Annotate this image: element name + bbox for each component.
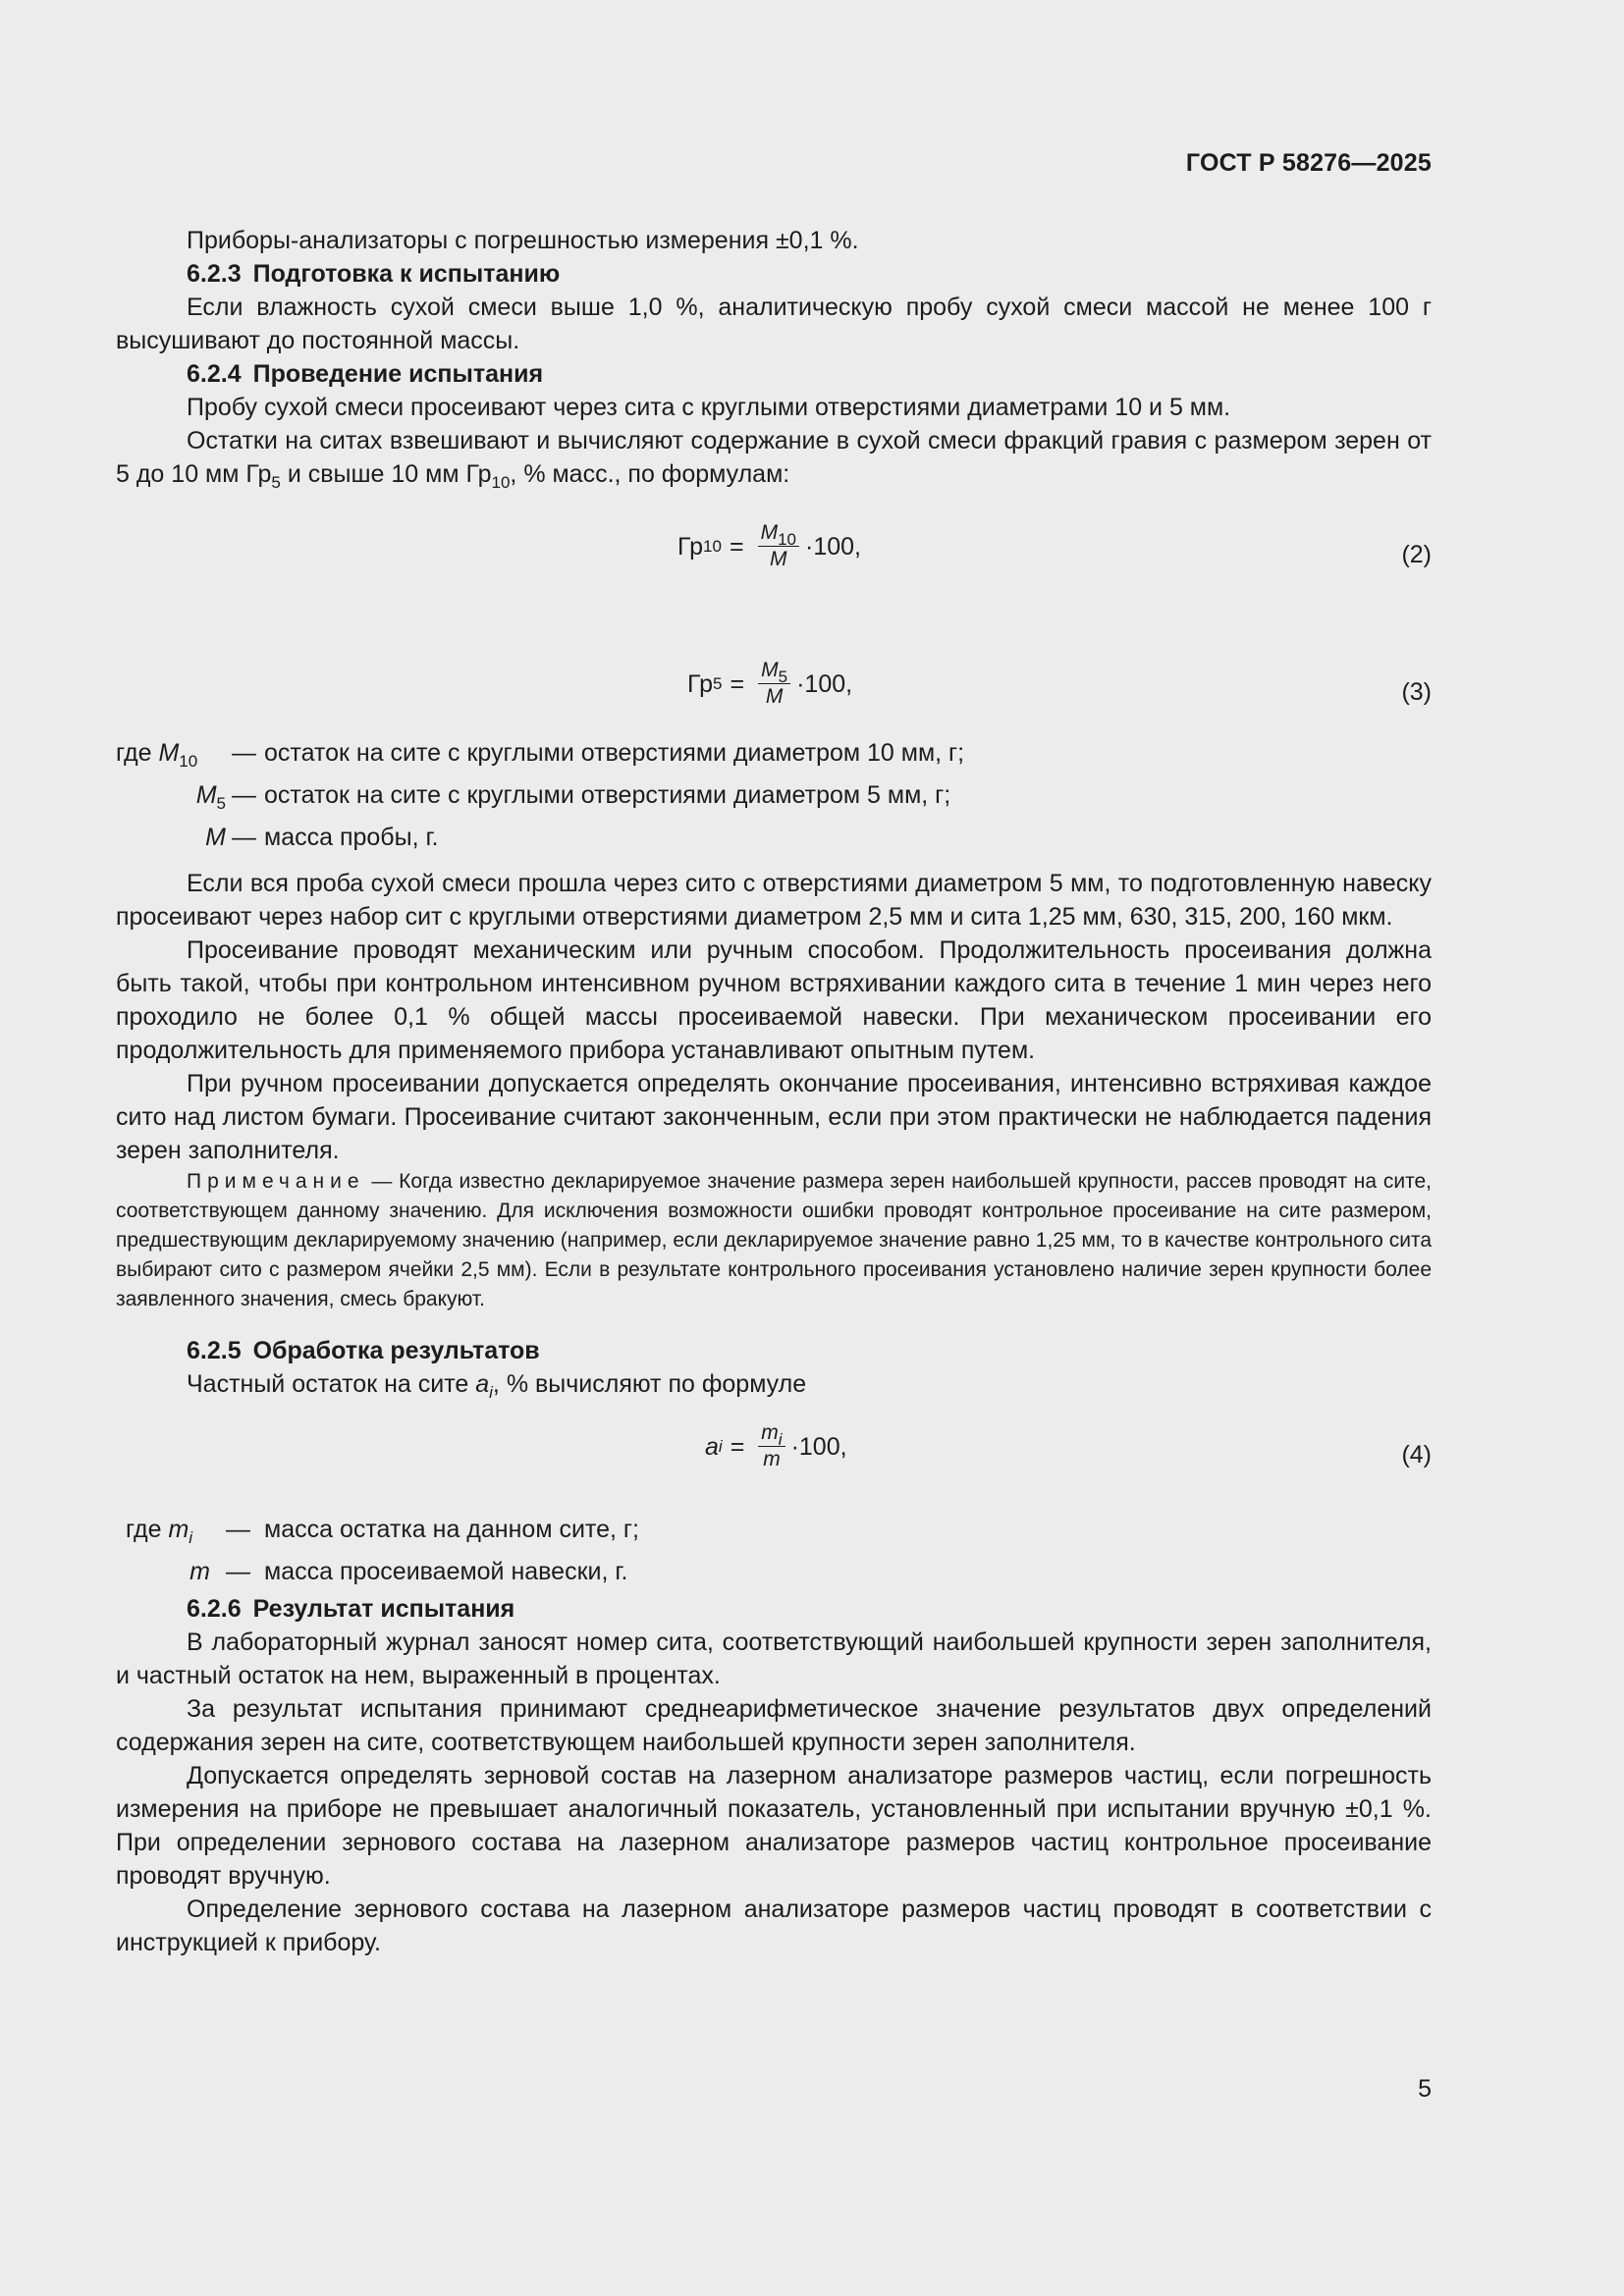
section-number: 6.2.4 [187, 360, 242, 388]
where-item [116, 736, 1432, 778]
where-item [116, 821, 1432, 863]
fraction [758, 520, 799, 572]
where-symbol [116, 736, 210, 770]
where-prefix: где [126, 1516, 169, 1543]
where-symbol [116, 778, 226, 812]
text-run: , % вычисляют по формуле [492, 1370, 807, 1398]
equation-number: (4) [1401, 1441, 1432, 1468]
em-dash: — [226, 1516, 250, 1543]
section-title: Обработка результатов [252, 1337, 540, 1364]
page-number: 5 [1418, 2075, 1432, 2103]
paragraph: Приборы-анализаторы с погрешностью измерения ±0,1 %. [187, 227, 859, 254]
document-body [116, 224, 1432, 1959]
document-header: ГОСТ Р 58276—2025 [1185, 149, 1432, 177]
formula-expression: Гр 5 = $\frac{M_5}{M}$ ·100, [687, 659, 853, 708]
section-number: 6.2.5 [187, 1337, 242, 1364]
subscript: 5 [216, 794, 226, 813]
fraction-denominator: M [765, 685, 784, 708]
text-run: , % масс., по формулам: [510, 460, 790, 488]
fraction-denominator: M [770, 548, 787, 570]
paragraph: Просеивание проводят механическим или ручным способом. Продолжительность просеивания должна быть такой, чтобы при контрольном интенсивном ручном встряхивании каждого сита в течение 1 мин через него проходило не более 0,1 % общей массы просеиваемой навески. При механическом просеивании его продолжительность для применяемого прибора устанавливают опытным путем. [116, 936, 1432, 1064]
formula-2 [116, 520, 1432, 589]
symbol: M [195, 781, 217, 809]
section-title: Подготовка к испытанию [252, 260, 561, 288]
paragraph: За результат испытания принимают среднеарифметическое значение результатов двух определений содержания зерен на сите, соответствующем наибольшей крупности зерен заполнителя. [116, 1695, 1432, 1756]
subscript: 5 [271, 473, 281, 492]
where-symbol [116, 821, 226, 854]
paragraph: Если влажность сухой смеси выше 1,0 %, аналитическую пробу сухой смеси массой не менее 100 г высушивают до постоянной массы. [116, 294, 1432, 354]
em-dash: — [232, 781, 256, 809]
where-symbol [126, 1513, 210, 1546]
subscript: i [189, 1528, 193, 1547]
formula-3 [116, 658, 1432, 726]
paragraph [116, 424, 1432, 491]
where-item [116, 1513, 1432, 1555]
equals-sign: = [729, 532, 744, 561]
section-heading-6-2-6 [116, 1592, 1432, 1626]
paragraph: Допускается определять зерновой состав на лазерном анализаторе размеров частиц, если погрешность измерения на приборе не превышает аналогичный показатель, установленный при испытании вручную ±0,1 %. При определении зернового состава на лазерном анализаторе размеров частиц контрольное просеивание проводят вручную. [116, 1762, 1432, 1890]
symbol: M [761, 659, 779, 681]
formula-tail: ·100, [796, 669, 853, 698]
paragraph: Определение зернового состава на лазерном анализаторе размеров частиц проводят в соответствии с инструкцией к прибору. [116, 1896, 1432, 1956]
note-label: Примечание [187, 1170, 365, 1193]
subscript: 10 [179, 752, 198, 771]
subscript: 10 [491, 473, 511, 492]
fraction [758, 1420, 785, 1472]
where-prefix: где [116, 739, 159, 767]
section-heading-6-2-5 [116, 1334, 1432, 1367]
subscript: 5 [778, 667, 788, 686]
em-dash: — [232, 739, 256, 767]
text-run: Частный остаток на сите [187, 1370, 476, 1398]
symbol: M [760, 521, 779, 544]
fraction-numerator [758, 658, 790, 684]
section-number: 6.2.3 [187, 260, 242, 288]
formula-lhs: a [705, 1432, 719, 1461]
symbol: M [158, 739, 180, 767]
where-symbol [126, 1555, 210, 1588]
fraction-numerator [758, 1420, 785, 1447]
equation-number: (3) [1401, 678, 1432, 706]
paragraph: Если вся проба сухой смеси прошла через сито с отверстиями диаметром 5 мм, то подготовленную навеску просеивают через набор сит с круглыми отверстиями диаметром 2,5 мм и сита 1,25 мм, 630, 315, 200, 160 мкм. [116, 870, 1432, 931]
formula-4 [116, 1420, 1432, 1489]
note [116, 1167, 1432, 1314]
paragraph: Пробу сухой смеси просеивают через сита с круглыми отверстиями диаметрами 10 и 5 мм. [187, 394, 1231, 421]
where-item [116, 778, 1432, 821]
paragraph [116, 1367, 1432, 1401]
formula-tail: ·100, [790, 1432, 847, 1461]
where-text: остаток на сите с круглыми отверстиями диаметром 5 мм, г; [264, 781, 951, 809]
section-number: 6.2.6 [187, 1595, 242, 1623]
subscript: i [778, 1430, 783, 1449]
formula-lhs: Гр [687, 669, 714, 698]
formula-lhs: Гр [677, 532, 704, 561]
symbol: m [189, 1558, 210, 1585]
formula-expression: a i = $\frac{m_i}{m}$ ·100, [705, 1421, 847, 1470]
section-heading-6-2-3 [116, 257, 1432, 291]
em-dash: — [232, 824, 256, 851]
fraction [758, 658, 790, 710]
symbol: m [761, 1421, 779, 1444]
symbol: a [475, 1370, 490, 1398]
formula-expression: Гр 10 = $\frac{M_{10}}{M}$ ·100, [677, 521, 861, 570]
paragraph: В лабораторный журнал заносят номер сита, соответствующий наибольшей крупности зерен заполнителя, и частный остаток на нем, выраженный в процентах. [116, 1629, 1432, 1689]
paragraph: При ручном просеивании допускается определять окончание просеивания, интенсивно встряхивая каждое сито над листом бумаги. Просеивание считают законченным, если при этом практически не наблюдается падения зерен заполнителя. [116, 1070, 1432, 1164]
fraction-numerator [758, 520, 799, 547]
fraction-denominator: m [763, 1448, 781, 1470]
text-run: Остатки на ситах взвешивают и вычисляют содержание в сухой смеси фракций гравия с размером зерен от 5 до 10 мм Гр [116, 427, 1432, 488]
section-title: Проведение испытания [252, 360, 544, 388]
where-text: масса пробы, г. [264, 824, 439, 851]
equation-number: (2) [1401, 541, 1432, 568]
where-text: масса остатка на данном сите, г; [264, 1516, 639, 1543]
equals-sign: = [730, 669, 745, 698]
em-dash: — [226, 1558, 250, 1585]
text-run: и свыше 10 мм Гр [280, 460, 492, 488]
where-text: масса просеиваемой навески, г. [264, 1558, 628, 1585]
note-text: — Когда известно декларируемое значение размера зерен наибольшей крупности, рассев проводят на сите, соответствующем данному значению. Для исключения возможности ошибки проводят контрольное просеивание на сите размером, предшествующим декларируемому значению (например, если декларируемое значение равно 1,25 мм, то в качестве контрольного сита выбирают сито с размером ячейки 2,5 мм). Если в результате контрольного просеивания установлено наличие зерен крупности более заявленного значения, смесь бракуют. [116, 1170, 1432, 1310]
symbol: m [168, 1516, 189, 1543]
formula-tail: ·100, [805, 532, 861, 561]
subscript: i [489, 1383, 493, 1402]
where-item [116, 1555, 1432, 1592]
section-title: Результат испытания [252, 1595, 515, 1623]
section-heading-6-2-4 [116, 357, 1432, 391]
where-text: остаток на сите с круглыми отверстиями диаметром 10 мм, г; [264, 739, 965, 767]
subscript: 10 [778, 530, 796, 549]
symbol: M [205, 824, 226, 851]
equals-sign: = [730, 1432, 745, 1461]
